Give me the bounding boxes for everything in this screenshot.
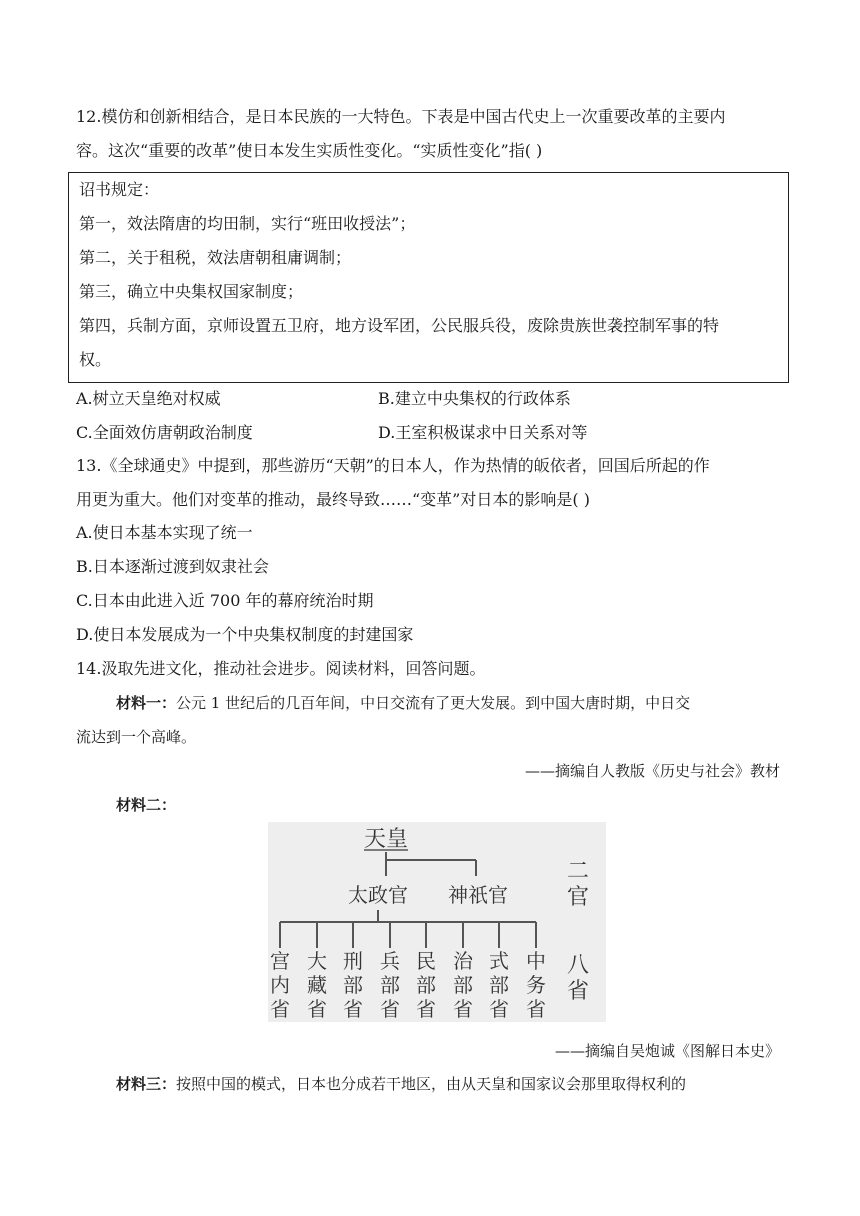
material-1-line1 bbox=[116, 692, 690, 714]
ministry-7 bbox=[489, 949, 509, 1021]
ministry-5 bbox=[416, 949, 436, 1021]
ministry-char: 部 bbox=[453, 973, 473, 997]
emperor-label: 天皇 bbox=[363, 827, 409, 852]
ministry-char: 省 bbox=[343, 997, 363, 1021]
ministry-char: 部 bbox=[343, 973, 363, 997]
q13-option-b: B.日本逐渐过渡到奴隶社会 bbox=[76, 557, 269, 576]
ministry-1 bbox=[270, 949, 290, 1021]
ministry-char: 兵 bbox=[380, 949, 400, 973]
material-2-label: 材料二： bbox=[116, 796, 177, 814]
side-label-char: 八 bbox=[566, 953, 590, 978]
ministry-char: 部 bbox=[380, 973, 400, 997]
ministry-2 bbox=[307, 949, 327, 1021]
q13-stem-line1: 13.《全球通史》中提到，那些游历“天朝”的日本人，作为热情的皈依者，回国后所起的作 bbox=[76, 456, 710, 475]
ministry-char: 式 bbox=[489, 949, 509, 973]
ministry-8 bbox=[526, 949, 546, 1021]
org-diagram bbox=[268, 822, 606, 1022]
label-two-offices bbox=[567, 859, 589, 910]
material-3-label: 材料三： bbox=[116, 1075, 177, 1093]
q12-option-c: C.全面效仿唐朝政治制度 bbox=[76, 423, 253, 442]
ministry-char: 部 bbox=[416, 973, 436, 997]
ministry-char: 宫 bbox=[270, 949, 290, 973]
ministry-char: 务 bbox=[526, 973, 546, 997]
org-diagram-svg bbox=[268, 822, 606, 1022]
material-3-text: 按照中国的模式，日本也分成若干地区，由从天皇和国家议会那里取得权利的 bbox=[176, 1075, 687, 1093]
material-2-source: ——摘编自吴炮诚《图解日本史》 bbox=[554, 1042, 780, 1060]
material-2-line bbox=[116, 794, 176, 816]
q12-option-a: A.树立天皇绝对权威 bbox=[76, 389, 221, 408]
q13-option-d: D.使日本发展成为一个中央集权制度的封建国家 bbox=[76, 625, 414, 644]
material-1-source: ——摘编自人教版《历史与社会》教材 bbox=[524, 762, 780, 780]
material-1-line2: 流达到一个高峰。 bbox=[76, 728, 197, 746]
ministry-char: 部 bbox=[489, 973, 509, 997]
material-1-label: 材料一： bbox=[116, 694, 177, 712]
ministry-char: 省 bbox=[270, 997, 290, 1021]
edict-item-3: 第三，确立中央集权国家制度； bbox=[79, 282, 304, 301]
ministry-3 bbox=[343, 949, 363, 1021]
edict-box bbox=[68, 172, 789, 383]
ministry-char: 刑 bbox=[343, 949, 363, 973]
ministry-char: 藏 bbox=[307, 973, 327, 997]
ministry-char: 省 bbox=[453, 997, 473, 1021]
ministry-char: 大 bbox=[307, 949, 327, 973]
q13-option-c: C.日本由此进入近 700 年的幕府统治时期 bbox=[76, 591, 374, 610]
q12-stem-line1: 12.模仿和创新相结合，是日本民族的一大特色。下表是中国古代史上一次重要改革的主要内 bbox=[76, 107, 726, 126]
ministry-char: 治 bbox=[453, 949, 473, 973]
edict-item-4a: 第四，兵制方面，京师设置五卫府，地方设军团，公民服兵役，废除贵族世袭控制军事的特 bbox=[79, 316, 720, 335]
q13-stem-line2: 用更为重大。他们对变革的推动，最终导致……“变革”对日本的影响是( ) bbox=[76, 490, 590, 509]
ministries-group bbox=[270, 949, 546, 1021]
official-daijokan: 太政官 bbox=[348, 883, 408, 907]
ministry-char: 中 bbox=[526, 949, 546, 973]
edict-title: 诏书规定： bbox=[79, 180, 160, 199]
edict-item-2: 第二，关于租税，效法唐朝租庸调制； bbox=[79, 248, 352, 267]
ministry-char: 内 bbox=[270, 973, 290, 997]
ministry-char: 省 bbox=[416, 997, 436, 1021]
q12-option-b: B.建立中央集权的行政体系 bbox=[378, 389, 571, 408]
label-eight-ministries bbox=[567, 953, 589, 1004]
q14-stem: 14.汲取先进文化，推动社会进步。阅读材料，回答问题。 bbox=[76, 659, 486, 678]
side-label-char: 二 bbox=[566, 859, 590, 884]
q13-option-a: A.使日本基本实现了统一 bbox=[76, 523, 253, 542]
material-3-line bbox=[116, 1073, 686, 1095]
ministry-char: 省 bbox=[307, 997, 327, 1021]
material-1-text: 公元 1 世纪后的几百年间，中日交流有了更大发展。到中国大唐时期，中日交 bbox=[176, 694, 691, 712]
ministry-4 bbox=[380, 949, 400, 1021]
official-jingikan: 神祇官 bbox=[448, 883, 508, 907]
ministry-char: 省 bbox=[526, 997, 546, 1021]
q12-option-d: D.王室积极谋求中日关系对等 bbox=[378, 423, 588, 442]
q12-stem-line2: 容。这次“重要的改革”使日本发生实质性变化。“实质性变化”指( ) bbox=[76, 141, 543, 160]
ministry-char: 省 bbox=[489, 997, 509, 1021]
side-label-char: 官 bbox=[566, 885, 590, 910]
ministry-char: 民 bbox=[416, 949, 436, 973]
ministry-char: 省 bbox=[380, 997, 400, 1021]
edict-item-1: 第一，效法隋唐的均田制，实行“班田收授法”； bbox=[79, 214, 416, 233]
edict-item-4b: 权。 bbox=[79, 350, 112, 369]
side-label-char: 省 bbox=[566, 979, 590, 1004]
ministry-6 bbox=[453, 949, 474, 1021]
